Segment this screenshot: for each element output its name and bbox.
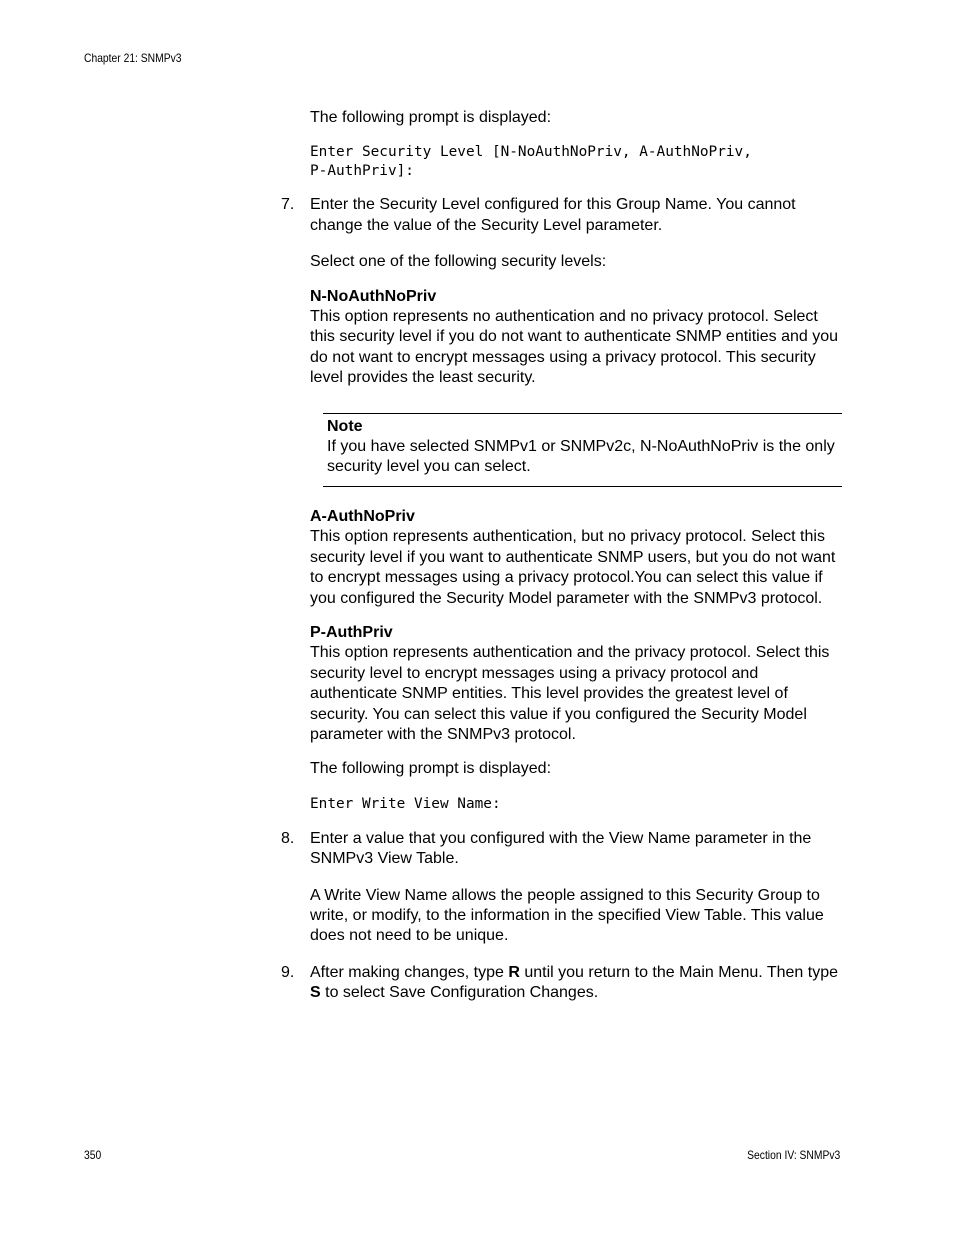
term-heading: N-NoAuthNoPriv	[310, 287, 437, 305]
security-level-n-noauthnopriv	[310, 287, 842, 389]
step-text-part: After making changes, type	[310, 963, 509, 981]
term-description: This option represents authentication and the privacy protocol. Select this security level to encrypt messages using a privacy protocol and authenticate SNMP entities. This level provides the greatest level of security. You can select this value if you configured the Security Model parameter with the SNMPv3 protocol.	[310, 644, 830, 743]
section-footer: Section IV: SNMPv3	[746, 1148, 840, 1162]
note-text: If you have selected SNMPv1 or SNMPv2c, N-NoAuthNoPriv is the only security level you can select.	[327, 438, 835, 476]
step-text: Enter the Security Level configured for this Group Name. You cannot change the value of the Security Level parameter.	[310, 196, 796, 234]
step-text-part: until you return to the Main Menu. Then type	[519, 963, 838, 981]
term-description: This option represents authentication, but no privacy protocol. Select this security level if you want to authenticate SNMP users, but you do not want to encrypt messages using a privacy protocol.You can select this value if you configured the Security Model parameter with the SNMPv3 protocol.	[310, 528, 836, 607]
step-9	[281, 963, 842, 1004]
step-number: 8.	[281, 829, 295, 847]
select-levels-text: Select one of the following security levels:	[310, 253, 607, 271]
page-number: 350	[84, 1148, 102, 1162]
term-heading: A-AuthNoPriv	[310, 507, 415, 525]
step-8	[281, 829, 842, 947]
chapter-header: Chapter 21: SNMPv3	[84, 51, 182, 65]
security-level-p-authpriv	[310, 623, 842, 745]
code-block	[310, 143, 842, 181]
code-line: Enter Security Level [N-NoAuthNoPriv, A-AuthNoPriv,	[310, 144, 752, 161]
term-heading: P-AuthPriv	[310, 623, 393, 641]
prompt-intro: The following prompt is displayed:	[310, 109, 552, 126]
note-box	[323, 413, 842, 487]
step-7	[281, 195, 842, 236]
code-line: Enter Write View Name:	[310, 795, 501, 812]
step-text: Enter a value that you configured with the View Name parameter in the SNMPv3 View Table.	[310, 829, 812, 868]
key-r: R	[508, 963, 520, 981]
security-level-a-authnopriv	[310, 507, 842, 609]
step-number: 7.	[281, 196, 295, 214]
step-followup: A Write View Name allows the people assigned to this Security Group to write, or modify, to the information in the specified View Table. This value does not need to be unique.	[310, 886, 824, 945]
prompt-intro: The following prompt is displayed:	[310, 760, 552, 778]
key-s: S	[310, 984, 321, 1002]
step-text-part: to select Save Configuration Changes.	[320, 984, 599, 1002]
note-title: Note	[327, 417, 363, 435]
document-body	[281, 107, 842, 1004]
step-number: 9.	[281, 963, 295, 981]
step-text	[310, 963, 842, 1004]
code-line: P-AuthPriv]:	[310, 163, 414, 180]
term-description: This option represents no authentication and no privacy protocol. Select this security level if you do not want to authenticate SNMP entities and you do not want to encrypt messages using a privacy protocol. This security level provides the least security.	[310, 308, 838, 387]
